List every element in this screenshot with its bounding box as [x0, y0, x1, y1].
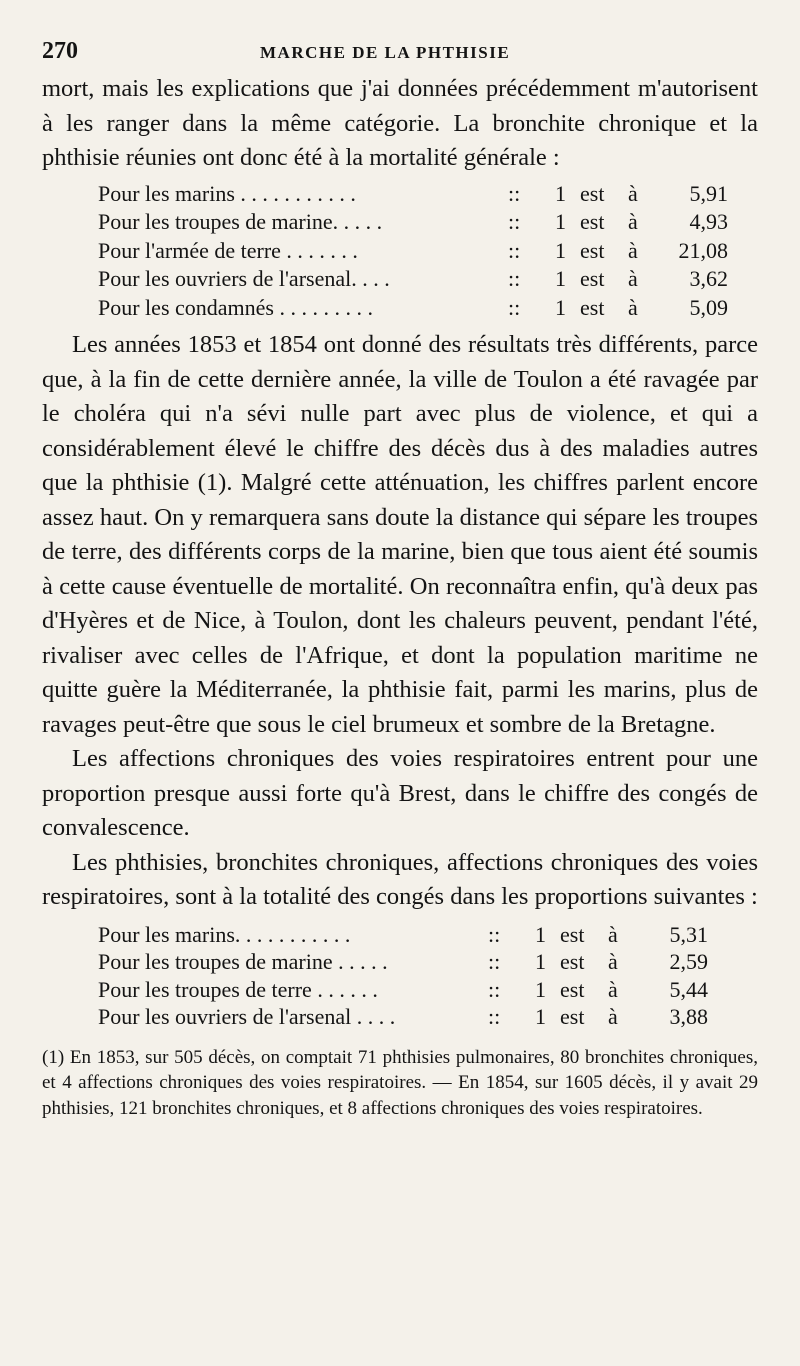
stats-sep: :: [508, 294, 521, 320]
paragraph-2: Les années 1853 et 1854 ont donné des résultats très différents, parce que, à la fin de cette dernière année, la ville de Toulon a été ravagée par le choléra qui n'a sévi nulle part avec plus de violence, et qui a considérablement élevé le chiffre des décès dus à des maladies autres que la phthisie (1). Malgré cette atténuation, les chiffres parlent encore assez haut. On y remarquera sans doute la distance qui sépare les troupes de terre, des différents corps de la marine, bien que tous aient été soumis à cette cause éventuelle de mortalité. On reconnaîtra enfin, qu'à deux pas d'Hyères et de Nice, à Toulon, dont les chaleurs peuvent, pendant l'été, rivaliser avec celles de l'Afrique, et dont la population maritime ne quitte guère la Méditerranée, la phthisie fait, parmi les marins, plus de ravages peut-être que sous le ciel brumeux et sombre de la Bretagne. [42, 331, 758, 738]
footnote-text: En 1853, sur 505 décès, on comptait 71 phthisies pulmonaires, 80 bronchites chroniques, et 4 affections chroniques des voies respiratoires. — En 1854, sur 1605 décès, il y avait 29 phthisies, 121 bronchites chroniques, et 8 affections chroniques des voies respiratoires. [42, 1046, 758, 1119]
stats-value: 5,31 [669, 921, 708, 947]
page-number: 270 [42, 38, 78, 64]
stats-one: 1 [555, 180, 566, 206]
stats-one: 1 [535, 921, 546, 947]
stats-row [98, 294, 758, 323]
running-head: MARCHE DE LA PHTHISIE [260, 43, 511, 62]
stats-one: 1 [555, 237, 566, 263]
stats-label: Pour les condamnés . . . . . . . . . [98, 294, 373, 320]
stats-value: 5,44 [669, 976, 708, 1002]
stats-a: à [608, 921, 618, 947]
stats-row [98, 1003, 758, 1031]
stats-sep: :: [488, 976, 501, 1002]
stats-value: 3,88 [669, 1004, 708, 1029]
stats-row [98, 208, 758, 237]
stats-value: 5,91 [689, 180, 728, 206]
page-header [42, 38, 758, 72]
stats-label: Pour l'armée de terre . . . . . . . [98, 237, 358, 263]
stats-row [98, 237, 758, 266]
paragraph-1: mort, mais les explications que j'ai données précédemment m'autorisent à les ranger dans la même catégorie. La bronchite chronique et la phthisie réunies ont donc été à la mortalité générale : [42, 75, 758, 171]
stats-one: 1 [555, 209, 566, 234]
stats-a: à [608, 1004, 618, 1029]
stats-one: 1 [535, 1004, 546, 1029]
stats-value: 4,93 [689, 209, 728, 234]
stats-label: Pour les troupes de marine . . . . . [98, 949, 388, 974]
stats-a: à [608, 949, 618, 974]
stats-est: est [580, 237, 605, 263]
stats-row [98, 180, 758, 209]
stats-label: Pour les troupes de terre . . . . . . [98, 976, 378, 1002]
leave-stats-table [42, 921, 758, 1031]
stats-value: 2,59 [669, 949, 708, 974]
stats-a: à [608, 976, 618, 1002]
stats-a: à [628, 209, 638, 234]
stats-row [98, 976, 758, 1004]
stats-est: est [580, 209, 605, 234]
stats-one: 1 [555, 266, 566, 291]
stats-est: est [580, 180, 605, 206]
stats-sep: :: [508, 209, 521, 234]
stats-sep: :: [508, 237, 521, 263]
stats-a: à [628, 266, 638, 291]
stats-est: est [580, 294, 605, 320]
stats-one: 1 [555, 294, 566, 320]
stats-est: est [580, 266, 605, 291]
stats-a: à [628, 180, 638, 206]
stats-est: est [560, 921, 585, 947]
stats-label: Pour les ouvriers de l'arsenal. . . . [98, 266, 390, 291]
stats-one: 1 [535, 976, 546, 1002]
stats-value: 3,62 [689, 266, 728, 291]
stats-a: à [628, 294, 638, 320]
footnote [42, 1045, 758, 1122]
stats-value: 5,09 [689, 294, 728, 320]
stats-row [98, 948, 758, 976]
stats-est: est [560, 976, 585, 1002]
mortality-stats-table [42, 180, 758, 323]
stats-sep: :: [508, 266, 521, 291]
stats-sep: :: [488, 921, 501, 947]
stats-label: Pour les troupes de marine. . . . . [98, 209, 383, 234]
stats-sep: :: [488, 949, 501, 974]
stats-sep: :: [508, 180, 521, 206]
stats-est: est [560, 1004, 585, 1029]
stats-sep: :: [488, 1004, 501, 1029]
paragraph-3: Les affections chroniques des voies respiratoires entrent pour une proportion presque aussi forte qu'à Brest, dans le chiffre des congés de convalescence. [42, 745, 758, 841]
stats-label: Pour les marins. . . . . . . . . . . [98, 921, 351, 947]
stats-one: 1 [535, 949, 546, 974]
stats-label: Pour les ouvriers de l'arsenal . . . . [98, 1004, 396, 1029]
stats-row [98, 265, 758, 294]
stats-a: à [628, 237, 638, 263]
footnote-marker: (1) [42, 1046, 65, 1068]
stats-value: 21,08 [678, 237, 728, 263]
stats-row [98, 921, 758, 949]
stats-est: est [560, 949, 585, 974]
paragraph-4: Les phthisies, bronchites chroniques, affections chroniques des voies respiratoires, sont à la totalité des congés dans les proportions suivantes : [42, 848, 758, 910]
stats-label: Pour les marins . . . . . . . . . . . [98, 180, 356, 206]
